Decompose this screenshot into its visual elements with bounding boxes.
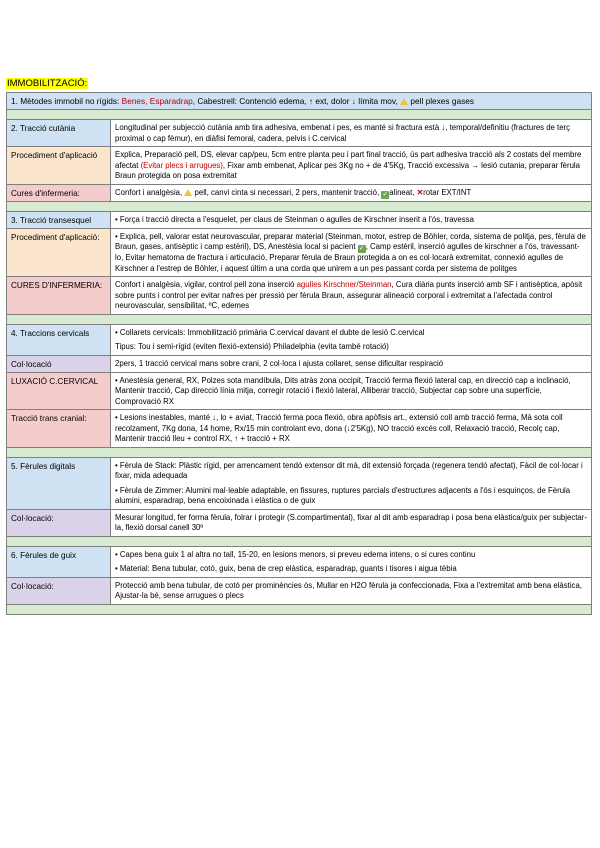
section-1-row [7,93,592,110]
spacer-row [7,536,592,546]
cures3-text-a: Confort i analgèsia, vigilar, control pell zona inserció [115,280,297,289]
section-6-desc [111,546,592,577]
proc3-text-a: • Explica, pell, valorar estat neurovascular, preparar material (Steinman, motor, estrep de Böhler, corda, sistema de politja, pes, fèrula de Braun, gases, antisèptic i camp estèril), DS, Anestèsia local si pacient [115,231,586,251]
section-2-proc-label: Procediment d'aplicació [7,147,111,185]
check-icon: ✓ [358,245,365,252]
spacer-cell [7,536,592,546]
spacer-row [7,314,592,324]
cures-text-b: pell, canvi cinta si necessari, 2 pers, mantenir tracció, [192,187,382,197]
section-4-lux-row [7,372,592,410]
section-2-proc-row [7,147,592,185]
section-3-proc-text [111,228,592,277]
section-6-label: 6. Fèrules de guix [7,546,111,577]
cross-icon: ✕ [416,187,424,197]
section-2-label: 2. Tracció cutània [7,120,111,147]
section-1-red-text: Benes, Esparadrap [121,96,193,106]
section-6-desc-1: • Capes bena guix 1 al altra no tall, 15-20, en lesions menors, si preveu edema intens, o si cures continu [115,549,476,559]
section-4-row [7,324,592,355]
proc3-text-b: , Camp estèril, inserció agulles de kirschner a l'ós, travessant-lo, Evitar hematoma de fractura i articulació, Preparar fèrula de Braun protegida a on es col·locarà extremitat, connexió agulles de Kirschner a l'estrep de Böhler, i aquest últim a una corda que unirem a un pes passant corda per sistema de politges [115,242,580,273]
section-1-text-b: , Cabestrell: Contenció edema, ↑ ext, dolor ↓ límita mov, [192,96,401,106]
section-4-label: 4. Traccions cervicals [7,324,111,355]
section-1-text-c: pell plexes gases [408,96,475,106]
section-2-cures-text [111,184,592,201]
section-5-desc-1: • Fèrula de Stack: Plàstic rígid, per arrencament tendó extensor dit mà, dit extensió forçada (regenera tendó afectat), Fàcil de col·locar i fixar, mida adequada [115,460,583,480]
section-6-col-row [7,577,592,604]
notes-table [6,92,592,615]
section-3-row [7,211,592,228]
section-2-cures-label: Cures d'infermeria: [7,184,111,201]
section-6-col-label: Col·locació: [7,577,111,604]
spacer-row [7,604,592,614]
spacer-cell [7,447,592,457]
section-5-label: 5. Fèrules digitals [7,457,111,509]
section-5-col-text: Mesurar longitud, fer forma fèrula, folrar i protegir (S.compartimental), fixar al dit amb esparadrap i posa bena elàstica/guix per subjectar-la, flexió dorsal canell 30º [111,509,592,536]
section-2-proc-text [111,147,592,185]
cures3-red-text: agulles Kirschner/Steinman [296,280,392,289]
section-1-header [7,93,592,110]
spacer-cell [7,604,592,614]
check-icon: ✓ [382,190,389,198]
section-3-cures-text [111,277,592,315]
spacer-cell [7,314,592,324]
spacer-row [7,447,592,457]
section-5-desc [111,457,592,509]
proc-text-a: Explica, Preparació pell, DS, elevar cap/peu, 5cm entre planta peu i part final tracció, ús part adhesiva tracció als 2 costats del membre afectat [115,150,582,170]
section-6-desc-2: • Material: Bena tubular, cotó, guix, bena de crep elàstica, esparadrap, guants i tisores i aigua tèbia [115,564,457,573]
page-title: IMMOBILITZACIÓ: [7,78,88,89]
section-4-desc-2: Tipus: Tou i semi-rígid (eviten flexió-extensió) Philadelphia (evita també rotació) [115,342,389,351]
cures-text-a: Confort i analgèsia, [115,187,185,197]
section-5-desc-2: • Fèrula de Zimmer: Alumini mal·leable adaptable, en fissures, ruptures parcials d'estructures adjacents a l'ós i esquinços, de Fèrula alumini, esparadrap, bena encoixinada i elàstica o de guix [115,485,571,505]
proc-text-b: , Fixar amb embenat, Aplicar pes 3Kg no + de 4'5Kg, Tracció excessiva → lesió cutania, preparar fèrula Braun protegida on posa extremitat [115,160,580,180]
section-4-trac-row [7,410,592,448]
section-2-cures-row [7,184,592,201]
section-4-col-text: 2pers, 1 tracció cervical mans sobre crani, 2 col·loca i ajusta collaret, sense dificultar respiració [111,355,592,372]
cures-text-c: alineat, [389,187,417,197]
section-3-proc-label: Procediment d'aplicació: [7,228,111,277]
cures3-text-b: , Cura diària punts inserció amb SF i antisèptica, apòsit sobre punts i control per evitar nafres per pressió per fèrula Braun, assegurar alineació corporal i extremitat a l'afectada control neurovascular, sensibilitat, ºC, edemes [115,280,583,310]
section-3-cures-row [7,277,592,315]
spacer-cell [7,201,592,211]
section-4-desc [111,324,592,355]
section-3-cures-label: CURES D'INFERMERIA: [7,277,111,315]
spacer-row [7,201,592,211]
proc-red-text: (Evitar plecs i arrugues) [140,160,223,170]
spacer-row [7,110,592,120]
cures-text-d: rotar EXT/INT [423,187,472,197]
spacer-cell [7,110,592,120]
section-6-row [7,546,592,577]
section-3-proc-row [7,228,592,277]
section-5-col-row [7,509,592,536]
section-2-desc: Longitudinal per subjecció cutània amb tira adhesiva, embenat i pes, es manté si fractura està ↓, temporal/definitiu (fractures de terç proximal o cap fèmur), en diàfisi femoral, cadera, pelvis i C.cervical [111,120,592,147]
section-4-lux-label: LUXACIÓ C.CERVICAL [7,372,111,410]
section-1-text-a: 1. Mètodes immobil no rígids: [11,96,122,106]
section-5-row [7,457,592,509]
section-4-col-label: Col·locació [7,355,111,372]
section-3-label: 3. Tracció transesquel [7,211,111,228]
warning-icon [400,98,408,105]
section-6-col-text: Protecció amb bena tubular, de cotó per prominències òs, Mullar en H2O fèrula ja confeccionada, Fixa a l'extremitat amb bena elàstica, Ajustar-la bé, sense arrugues o plecs [111,577,592,604]
section-5-col-label: Col·locació: [7,509,111,536]
section-3-desc: • Força i tracció directa a l'esquelet, per claus de Steinman o agulles de Kirschner inserit a l'ós, travessa [111,211,592,228]
section-4-col-row [7,355,592,372]
section-4-lux-text: • Anestèsia general, RX, Polzes sota mandíbula, Dits atràs zona occipit, Tracció ferma flexió lateral cap, en direcció cap a inclinació, Mantenir tracció, Cap direcció línia mitja, corregir rotació i flexió lateral, Alliberar tracció, Subjectar cap sobre una superfície, Comprovació RX [111,372,592,410]
section-4-trac-text: • Lesions inestables, manté ↓, lo + aviat, Tracció ferma poca flexió, obra apòfisis art., extensió coll amb tracció ferma, Mà sota coll recolzament, 7Kg dona, 14 home, Rx/15 min controlant evo, dona (↓2'5Kg), NO tracció excés coll, Relaxació tracció, Recolç cap, Mantenir tracció lleu + control RX, ↑ + tracció + RX [111,410,592,448]
section-4-desc-1: • Collarets cervicals: Immobilització primària C.cervical davant el dubte de lesió C.cervical [115,327,425,337]
section-2-row [7,120,592,147]
section-4-trac-label: Tracció trans cranial: [7,410,111,448]
